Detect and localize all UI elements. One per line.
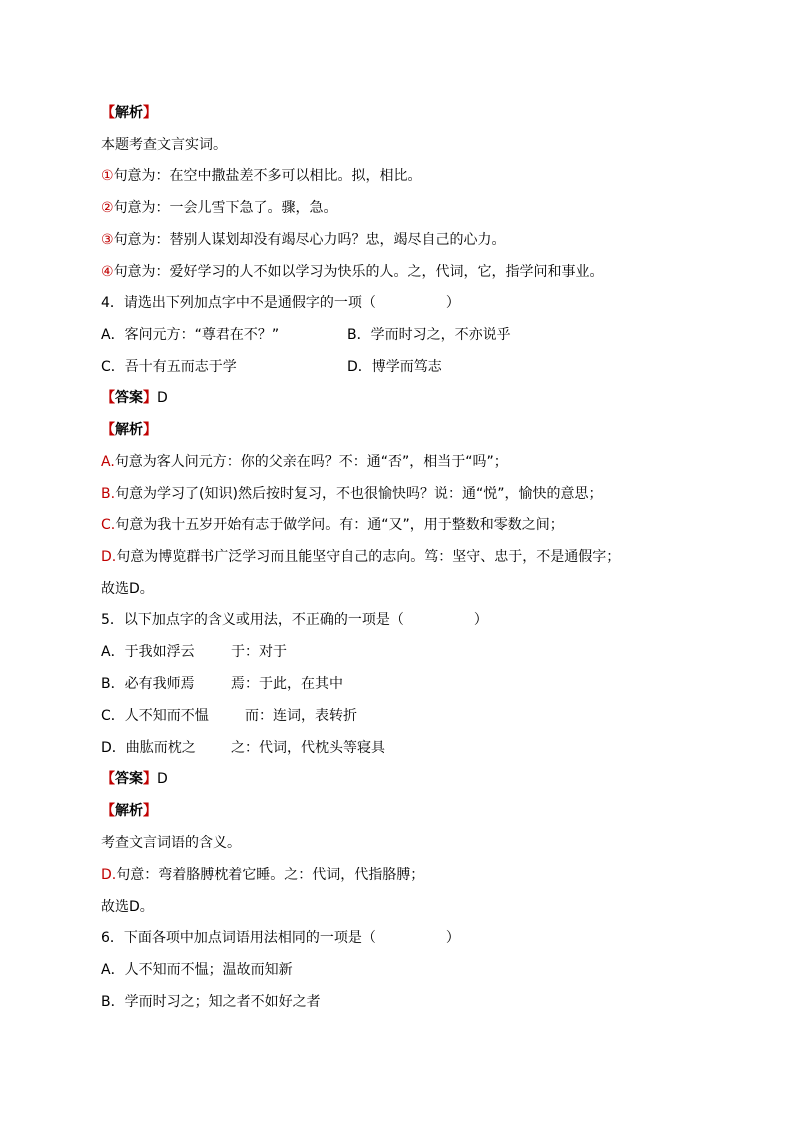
- option-d: D．博学而笃志: [347, 359, 442, 375]
- question-5: 5．以下加点字的含义或用法，不正确的一项是（ ）: [101, 612, 488, 628]
- option-gloss: 于：对于: [231, 644, 287, 660]
- circled-number: ④: [101, 264, 114, 280]
- explanation-option-a: A.句意为客人问元方：你的父亲在吗？不：通“否”，相当于“吗”；: [101, 454, 508, 470]
- answer-heading: 【答案】D: [101, 771, 168, 787]
- answer-value: D: [157, 771, 168, 787]
- analysis-intro: 考查文言词语的含义。: [101, 835, 241, 851]
- explanation-1: ①句意为：在空中撒盐差不多可以相比。拟，相比。: [101, 168, 422, 184]
- option-a: A．客问元方：“尊君在不？”: [101, 327, 280, 343]
- question-6-option-b: B．学而时习之；知之者不如好之者: [101, 994, 321, 1010]
- option-gloss: 而：连词，表转折: [245, 708, 357, 724]
- question-4: 4．请选出下列加点字中不是通假字的一项（ ）: [101, 295, 460, 311]
- option-gloss: 之：代词，代枕头等寝具: [231, 740, 385, 756]
- circled-number: ①: [101, 168, 114, 184]
- question-4-options-row1: [101, 326, 511, 344]
- option-gloss: 焉：于此，在其中: [231, 676, 343, 692]
- question-5-option-a: A．于我如浮云 于：对于: [101, 644, 287, 660]
- question-5-option-b: B．必有我师焉 焉：于此，在其中: [101, 676, 343, 692]
- analysis-intro: 本题考查文言实词。: [101, 137, 227, 153]
- question-4-options-row2: [101, 358, 442, 376]
- analysis-heading: 【解析】: [101, 105, 157, 121]
- explanation-option-d: D.句意：弯着胳膊枕着它睡。之：代词，代指胳膊；: [101, 867, 425, 883]
- question-5-option-c: C．人不知而不愠 而：连词，表转折: [101, 708, 357, 724]
- analysis-heading: 【解析】: [101, 803, 157, 819]
- question-6: 6．下面各项中加点词语用法相同的一项是（ ）: [101, 930, 460, 946]
- explanation-option-b: B.句意为学习了(知识)然后按时复习，不也很愉快吗？说：通“悦”，愉快的意思；: [101, 486, 603, 502]
- explanation-2: ②句意为：一会儿雪下急了。骤，急。: [101, 200, 338, 216]
- answer-heading: 【答案】D: [101, 390, 168, 406]
- question-5-option-d: D．曲肱而枕之 之：代词，代枕头等寝具: [101, 740, 385, 756]
- explanation-4: ④句意为：爱好学习的人不如以学习为快乐的人。之，代词，它，指学问和事业。: [101, 264, 604, 280]
- option-b: B．学而时习之，不亦说乎: [347, 327, 511, 343]
- circled-number: ③: [101, 232, 114, 248]
- selection-conclusion: 故选D。: [101, 899, 154, 915]
- circled-number: ②: [101, 200, 114, 216]
- option-c: C．吾十有五而志于学: [101, 359, 237, 375]
- answer-value: D: [157, 390, 168, 406]
- explanation-option-c: C.句意为我十五岁开始有志于做学问。有：通“又”，用于整数和零数之间；: [101, 517, 564, 533]
- explanation-3: ③句意为：替别人谋划却没有竭尽心力吗？忠，竭尽自己的心力。: [101, 232, 506, 248]
- analysis-heading: 【解析】: [101, 422, 157, 438]
- selection-conclusion: 故选D。: [101, 581, 154, 597]
- question-6-option-a: A．人不知而不愠；温故而知新: [101, 962, 293, 978]
- explanation-option-d: D.句意为博览群书广泛学习而且能坚守自己的志向。笃：坚守、忠于，不是通假字；: [101, 549, 621, 565]
